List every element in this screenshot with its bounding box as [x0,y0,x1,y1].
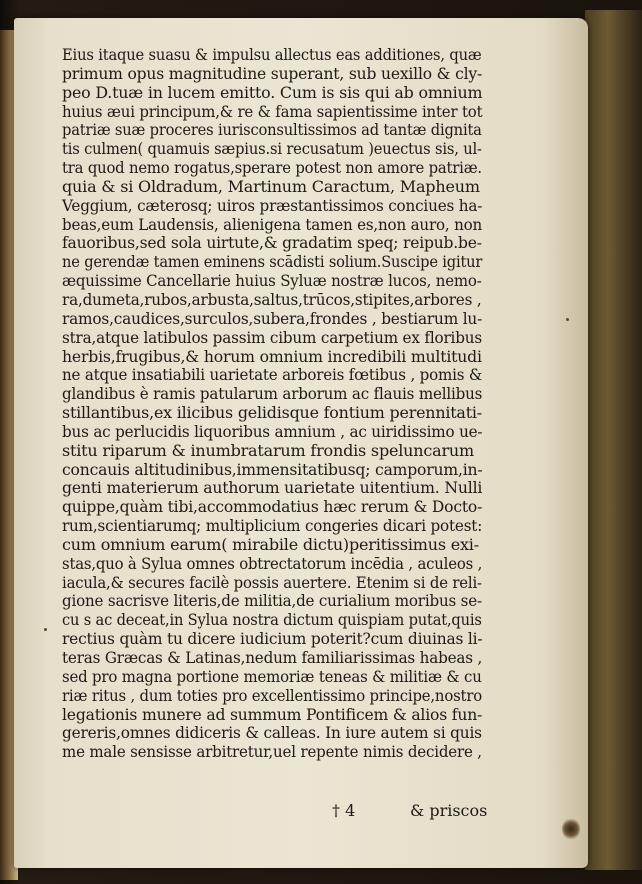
text-line: huius æui principum,& re & fama sapientissime inter tot [62,101,483,121]
page-footer [14,801,588,823]
text-line: ramos,caudices,surculos,subera,frondes , bestiarum lu- [62,308,483,328]
text-line: tra quod nemo rogatus,sperare potest non amore patriæ. [62,158,482,178]
text-line: ra,dumeta,rubos,arbusta,saltus,trūcos,stipites,arbores , [62,289,482,309]
page-text [62,46,482,762]
text-line: patriæ suæ proceres iurisconsultissimos ad tantæ dignita [62,120,482,140]
text-line: riæ ritus , dum toties pro excellentissimo principe,nostro [62,685,483,705]
text-line: quia & si Oldradum, Martinum Caractum, Mapheum [62,176,480,196]
text-line: gione sacrisve literis,de militia,de curialium moribus se- [62,591,482,611]
ink-stain [562,818,580,840]
text-line: ne gerendæ tamen eminens scādisti solium.Suscipe igitur [62,252,483,272]
text-line: tis culmen( quamuis sæpius.si recusatum )euectus sis, ul- [62,139,482,159]
text-line: rum,scientiarumq; multiplicium congeries dicari potest: [62,516,483,536]
text-line: Eius itaque suasu & impulsu allectus eas additiones, quæ [62,45,482,64]
text-line: iacula,& secures facilè possis auertere. Etenim si de reli- [62,572,482,592]
text-line: primum opus magnitudine superant, sub uexillo & cly- [62,63,483,83]
text-line: gereris,omnes didiceris & calleas. In iure autem si quis [62,723,482,743]
text-line: stas,quo à Sylua omnes obtrectatorum incēdia , aculeos , [62,553,483,573]
text-line: teras Græcas & Latinas,nedum familiarissimas habeas , [62,648,483,667]
text-line: me male sensisse arbitretur,uel repente nimis decidere , [62,742,482,762]
text-line: beas,eum Laudensis, alienigena tamen es,non auro, non [62,214,483,234]
text-line: rectius quàm tu dicere iudicium poterit?cum diuinas li- [62,629,483,649]
text-line: peo D.tuæ in lucem emitto. Cum is sis qui ab omnium [62,82,483,102]
text-line: concauis altitudinibus,immensitatibusq; camporum,in- [62,459,483,479]
text-line: legationis munere ad summum Pontificem & alios fun- [62,704,483,724]
text-line: Veggium, cæterosq; uiros præstantissimos conciues ha- [62,195,483,215]
text-line: sed pro magna portione memoriæ teneas & militiæ & cu [62,666,482,686]
text-line: cum omnium earum( mirabile dictu)peritissimus exi- [62,534,479,554]
text-line: stitu riparum & inumbratarum frondis speluncarum [62,440,475,460]
text-line: genti materierum authorum uarietate uitentium. Nulli [62,478,483,498]
book-page [14,18,588,868]
text-line: cu s ac deceat,in Sylua nostra dictum quispiam putat,quis [62,610,482,630]
text-line: bus ac perlucidis liquoribus amnium , ac uiridissimo ue- [62,421,483,441]
signature-mark: † 4 [332,801,356,820]
catchword: & priscos [410,801,488,820]
text-line: fauoribus,sed sola uirtute,& gradatim speq; reipub.be- [62,233,482,253]
text-line: æquissime Cancellarie huius Syluæ nostræ lucos, nemo- [62,271,482,291]
text-line: stillantibus,ex ilicibus gelidisque fontium perennitati- [62,403,482,423]
text-line: quippe,quàm tibi,accommodatius hæc rerum & Docto- [62,497,483,517]
text-line: glandibus è ramis patularum arborum ac flauis mellibus [62,384,483,404]
paper-speck [566,318,569,321]
text-line: herbis,frugibus,& horum omnium incredibili multitudi [62,346,482,366]
text-line: stra,atque latibulos passim cibum carpetium ex floribus [62,327,482,347]
text-line: ne atque insatiabili uarietate arboreis fœtibus , pomis & [62,365,483,385]
book-cover-edge [585,10,642,870]
paper-speck [44,628,47,631]
